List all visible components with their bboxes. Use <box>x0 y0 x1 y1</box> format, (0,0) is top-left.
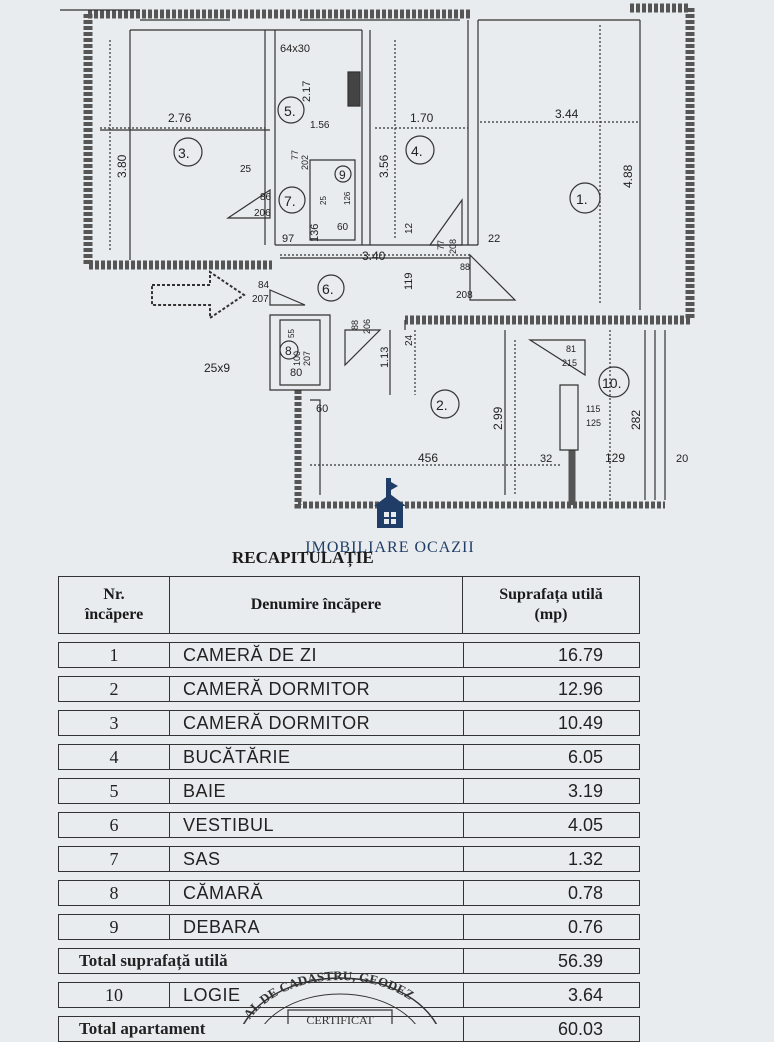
row-nr: 7 <box>59 847 170 871</box>
dim-label: 1.13 <box>379 346 391 368</box>
header-name: Denumire încăpere <box>170 577 463 633</box>
row-name: DEBARA <box>183 917 261 937</box>
room-number-9: 9 <box>339 168 346 182</box>
room-number-10: 10. <box>602 375 622 391</box>
table-row <box>58 744 640 770</box>
dim-label: 22 <box>488 233 501 245</box>
dim-label: 3.40 <box>362 249 386 263</box>
header-area-label: Suprafața utilă (mp) <box>499 586 603 623</box>
dim-label: 202 <box>300 154 310 170</box>
dim-label: 25 <box>319 196 328 205</box>
room-number-1: 1. <box>576 191 588 207</box>
dim-label: 77 <box>290 149 300 160</box>
row-area: 1.32 <box>463 847 639 871</box>
row-name: VESTIBUL <box>183 815 275 835</box>
room-number-2: 2. <box>436 397 448 413</box>
total-apartment-area: 60.03 <box>463 1017 639 1041</box>
house-logo-icon <box>370 476 410 532</box>
dim-label: 456 <box>418 451 439 465</box>
row-area: 6.05 <box>463 745 639 769</box>
row-area: 12.96 <box>463 677 639 701</box>
room-number-7: 7. <box>284 193 296 209</box>
total-apartment-label: Total apartament <box>79 1019 206 1038</box>
dim-label: 207 <box>252 294 269 305</box>
dim-label: 80 <box>290 367 303 379</box>
dim-label: 206 <box>362 318 372 334</box>
row-nr: 6 <box>59 813 170 837</box>
table-row <box>58 642 640 668</box>
table-row <box>58 710 640 736</box>
row-name: CĂMARĂ <box>183 883 264 903</box>
row-area: 0.76 <box>463 915 639 939</box>
row-area: 0.78 <box>463 881 639 905</box>
row-name: BAIE <box>183 781 227 801</box>
table-row <box>58 676 640 702</box>
row-area: 16.79 <box>463 643 639 667</box>
watermark-text: IMOBILIARE OCAZII <box>305 539 475 556</box>
total-useful-label: Total suprafață utilă <box>79 951 228 970</box>
dim-label: 2.17 <box>301 80 313 102</box>
dim-label: 1.56 <box>310 120 330 131</box>
dim-label: 4.88 <box>621 164 635 188</box>
dim-label: 136 <box>309 223 321 242</box>
dim-label: 55 <box>287 329 296 338</box>
dim-label: 100 <box>292 350 302 366</box>
total-useful-area: 56.39 <box>463 949 639 973</box>
table-header <box>58 576 640 634</box>
dim-label: 81 <box>566 344 577 354</box>
row-name: CAMERĂ DORMITOR <box>183 713 371 733</box>
room-number-6: 6. <box>322 281 334 297</box>
recap-title: RECAPITULAȚIE <box>232 548 374 567</box>
dim-label: 77 <box>436 239 446 250</box>
dim-label: 3.80 <box>115 154 129 178</box>
dim-label: 1.70 <box>410 111 434 125</box>
row-nr: 9 <box>59 915 170 939</box>
loggia-area: 3.64 <box>463 983 639 1007</box>
dim-label: 126 <box>343 191 352 205</box>
header-area <box>463 577 639 633</box>
row-nr: 2 <box>59 677 170 701</box>
dim-label: 125 <box>586 418 602 428</box>
dim-label: 24 <box>404 334 415 346</box>
room-number-4: 4. <box>411 143 423 159</box>
row-nr: 3 <box>59 711 170 735</box>
loggia-nr: 10 <box>59 983 170 1007</box>
row-name: CAMERĂ DE ZI <box>183 645 318 665</box>
cadastre-stamp <box>230 960 450 1024</box>
dim-label: 3.56 <box>377 154 391 178</box>
room-number-8: 8 <box>285 344 292 358</box>
loggia-name: LOGIE <box>183 985 241 1005</box>
dim-label: 206 <box>254 208 271 219</box>
dim-label: 282 <box>629 409 643 430</box>
stamp-cert: CERTIFICAT <box>306 1013 374 1024</box>
stamp-text: AL DE CADASTRU, GEODEZ <box>240 967 417 1022</box>
dim-label: 129 <box>605 451 626 465</box>
header-nr <box>59 577 170 633</box>
dim-label: 207 <box>302 350 312 366</box>
row-nr: 8 <box>59 881 170 905</box>
table-row <box>58 880 640 906</box>
row-nr: 5 <box>59 779 170 803</box>
dim-label: 88 <box>460 262 471 272</box>
dim-label: 60 <box>337 222 349 233</box>
dim-label: 25 <box>240 164 252 175</box>
row-name: SAS <box>183 849 221 869</box>
table-row <box>58 778 640 804</box>
dim-label: 2.99 <box>491 406 505 430</box>
table-row <box>58 914 640 940</box>
dim-label: 88 <box>350 319 360 330</box>
row-name: BUCĂTĂRIE <box>183 747 291 767</box>
row-nr: 1 <box>59 643 170 667</box>
dim-label: 3.44 <box>555 107 579 121</box>
watermark <box>300 476 480 557</box>
header-nr-label: Nr. încăpere <box>84 586 144 623</box>
row-area: 10.49 <box>463 711 639 735</box>
dim-label: 64x30 <box>280 43 310 55</box>
row-area: 4.05 <box>463 813 639 837</box>
row-nr: 4 <box>59 745 170 769</box>
table-row <box>58 846 640 872</box>
row-name: CAMERĂ DORMITOR <box>183 679 371 699</box>
table-row <box>58 812 640 838</box>
dim-label: 20 <box>676 453 689 465</box>
dim-label: 25x9 <box>204 361 231 375</box>
dim-label: 115 <box>586 404 601 414</box>
dim-label: 2.76 <box>168 111 192 125</box>
row-area: 3.19 <box>463 779 639 803</box>
dim-label: 208 <box>448 238 458 254</box>
dim-label: 215 <box>562 358 578 368</box>
dim-label: 97 <box>282 233 295 245</box>
dim-label: 119 <box>403 272 415 290</box>
dim-label: 12 <box>404 222 415 234</box>
room-number-5: 5. <box>284 103 296 119</box>
room-number-3: 3. <box>178 145 190 161</box>
dim-label: 86 <box>260 192 272 203</box>
dim-label: 84 <box>258 280 270 291</box>
dim-label: 60 <box>316 403 329 415</box>
dim-label: 208 <box>456 290 473 301</box>
dim-label: 32 <box>540 453 553 465</box>
